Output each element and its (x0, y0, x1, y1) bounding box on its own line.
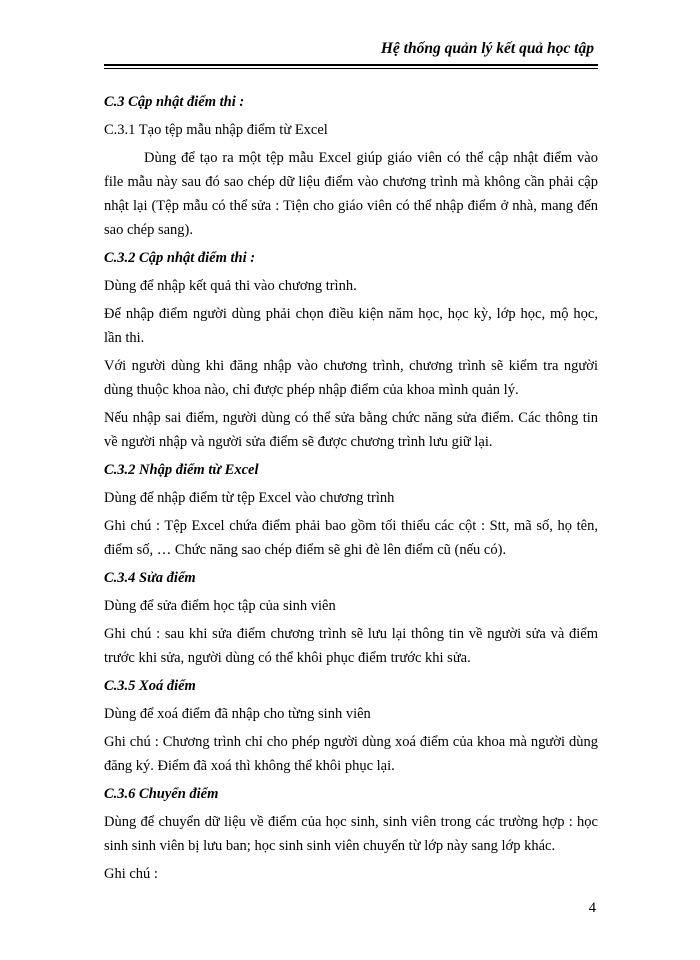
paragraph-c35-2: Ghi chú : Chương trình chỉ cho phép người dùng xoá điểm của khoa mà người dùng đăng ký. Điểm đã xoá thì không thể khôi phục lại. (104, 734, 598, 774)
paragraph-c32-3: Với người dùng khi đăng nhập vào chương trình, chương trình sẽ kiểm tra người dùng thuộc khoa nào, chỉ được phép nhập điểm của khoa mình quản lý. (104, 358, 598, 398)
section-heading-c35: C.3.5 Xoá điểm (104, 678, 196, 694)
paragraph-c32-4: Nếu nhập sai điểm, người dùng có thể sửa bằng chức năng sửa điểm. Các thông tin về người nhập và người sửa điểm sẽ được chương trình lưu giữ lại. (104, 410, 598, 450)
document-body (104, 90, 598, 886)
section-heading-c3: C.3 Cập nhật điểm thi : (104, 94, 245, 110)
page-number: 4 (588, 900, 596, 916)
paragraph-c31-body: Dùng để tạo ra một tệp mẫu Excel giúp giáo viên có thể cập nhật điểm vào file mẫu này sau đó sao chép dữ liệu điểm vào chương trình mà không cần phải cập nhật lại (Tệp mẫu có thể sửa : Tiện cho giáo viên có thể nhập điểm ở nhà, mang đến sao chép sang). (104, 150, 598, 238)
paragraph-c32-excel-2: Ghi chú : Tệp Excel chứa điểm phải bao gồm tối thiểu các cột : Stt, mã số, họ tên, điểm số, … Chức năng sao chép điểm sẽ ghi đè lên điểm cũ (nếu có). (104, 518, 598, 558)
section-heading-c32: C.3.2 Cập nhật điểm thi : (104, 250, 256, 266)
paragraph-c36-1: Dùng để chuyển dữ liệu về điểm của học sinh, sinh viên trong các trường hợp : học sinh sinh viên bị lưu ban; học sinh sinh viên chuyển từ lớp này sang lớp khác. (104, 814, 598, 854)
section-heading-c36: C.3.6 Chuyển điểm (104, 786, 219, 802)
paragraph-c32-excel-1: Dùng để nhập điểm từ tệp Excel vào chương trình (104, 490, 395, 506)
paragraph-c32-1: Dùng để nhập kết quả thi vào chương trình. (104, 278, 357, 294)
paragraph-c36-2: Ghi chú : (104, 866, 158, 882)
paragraph-c35-1: Dùng để xoá điểm đã nhập cho từng sinh viên (104, 706, 371, 722)
running-header-title: Hệ thống quản lý kết quả học tập (380, 40, 594, 57)
section-heading-c34: C.3.4 Sửa điểm (104, 570, 196, 586)
subsection-heading-c31: C.3.1 Tạo tệp mẫu nhập điểm từ Excel (104, 122, 328, 138)
section-heading-c32-excel: C.3.2 Nhập điểm từ Excel (104, 462, 259, 478)
paragraph-c34-1: Dùng để sửa điểm học tập của sinh viên (104, 598, 336, 614)
paragraph-c32-2: Để nhập điểm người dùng phải chọn điều kiện năm học, học kỳ, lớp học, mộ học, lần thi. (104, 306, 598, 346)
header-divider (104, 64, 598, 69)
paragraph-c34-2: Ghi chú : sau khi sửa điểm chương trình sẽ lưu lại thông tin về người sửa và điểm trước khi sửa, người dùng có thể khôi phục điểm trước khi sửa. (104, 626, 598, 666)
